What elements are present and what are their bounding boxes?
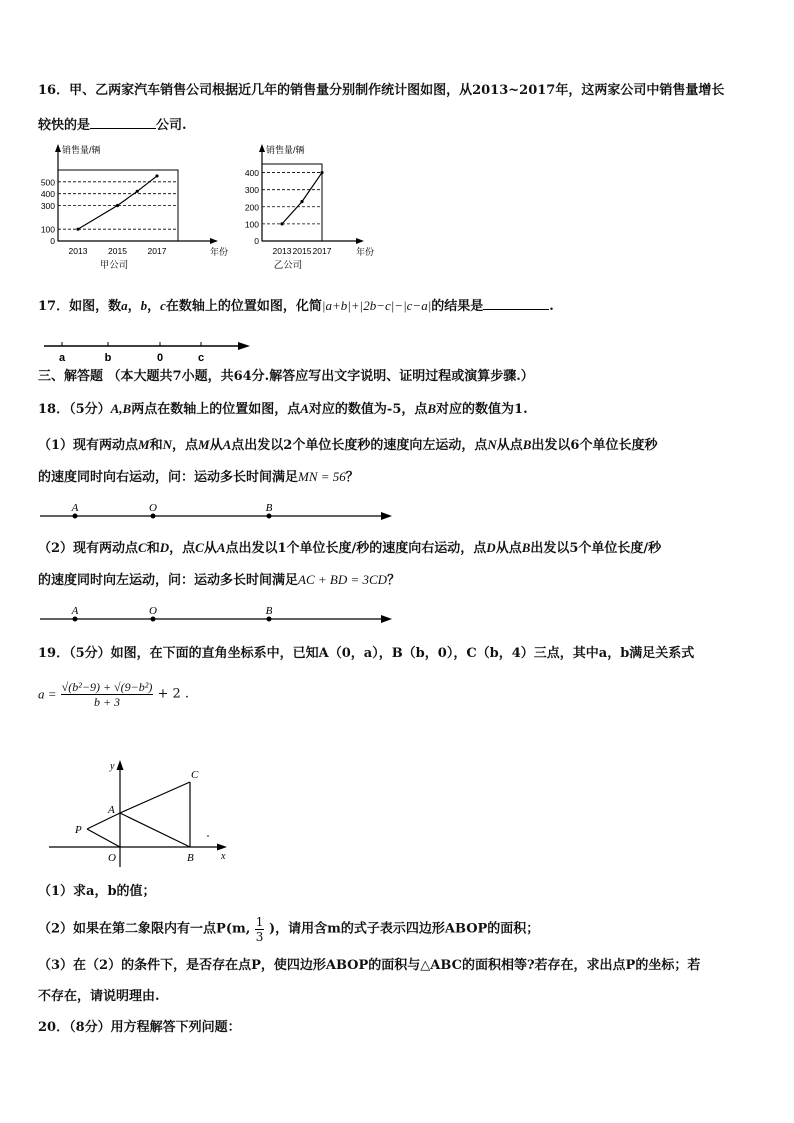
data-point	[116, 204, 119, 207]
data-point	[300, 200, 303, 203]
var-D: D	[486, 540, 496, 555]
formula-denominator: b + 3	[93, 695, 121, 709]
q16-line1: 16．甲、乙两家汽车销售公司根据近几年的销售量分别制作统计图如图，从2013~2017年，这两家公司中销售量增长	[38, 83, 725, 98]
y-axis-title: 销售量/辆	[266, 145, 305, 155]
y-tick-label: 0	[254, 236, 259, 246]
answer-blank	[90, 116, 156, 129]
text: )，请用含m的式子表示四边形ABOP的面积；	[268, 921, 540, 937]
x-tick-label: 2013	[68, 246, 88, 256]
answer-blank	[483, 297, 549, 310]
y-tick-label: 500	[40, 177, 55, 188]
text: ，点	[169, 541, 196, 556]
text: 和	[146, 541, 160, 556]
q17-line	[38, 297, 554, 316]
x-axis-title: 年份	[210, 247, 229, 257]
var-N: N	[162, 437, 173, 452]
text: ？	[345, 470, 359, 485]
var-M: M	[198, 437, 210, 452]
q19-coordinate-figure	[45, 755, 235, 870]
abs-expression: |a+b|+|2b−c|−|c−a|	[321, 298, 432, 313]
label-P: P	[75, 824, 82, 836]
chart-jia-company	[30, 140, 229, 280]
q18-part1-line1	[38, 436, 657, 455]
text: （2）如果在第二象限内有一点P(m,	[38, 921, 251, 937]
axis-label-c: c	[197, 352, 205, 364]
q16-line2-post: 公司.	[156, 118, 187, 133]
text: （2）现有两动点	[38, 541, 139, 556]
x-tick-label: 2013	[272, 246, 292, 256]
denominator: 3	[255, 930, 264, 944]
var-M: M	[138, 437, 150, 452]
y-tick-label: 0	[50, 236, 55, 246]
q16-line2	[38, 116, 187, 135]
axis-label-b: b	[104, 352, 112, 364]
text: 的速度同时向右运动，问：运动多长时间满足	[38, 470, 299, 485]
axis-label-a: a	[58, 352, 66, 364]
data-point	[280, 222, 283, 225]
chart-yi-company	[240, 140, 390, 280]
q17-number-line	[40, 338, 255, 366]
y-tick-label: 200	[244, 202, 259, 213]
var-A: A	[222, 437, 232, 452]
x-axis-title: 年份	[356, 247, 375, 257]
data-point	[320, 171, 323, 174]
x-axis-arrow	[356, 238, 364, 244]
chart-title: 乙公司	[273, 260, 303, 271]
y-axis-arrow	[55, 144, 61, 152]
text: 从	[209, 438, 223, 453]
var-ab: A,B	[110, 401, 132, 416]
text: 对应的数值为1.	[436, 402, 528, 417]
label-C: C	[191, 769, 199, 781]
data-point	[76, 228, 79, 231]
q17-text-post: 的结果是	[431, 299, 484, 314]
label-A: A	[71, 605, 79, 617]
text: （1）现有两动点	[38, 438, 139, 453]
text: 点出发以1个单位长度/秒的速度向右运动，点	[225, 541, 487, 556]
period: .	[549, 299, 554, 314]
plot-frame	[262, 164, 322, 241]
chart-title: 甲公司	[99, 260, 129, 271]
data-point	[136, 190, 139, 193]
text: 对应的数值为-5，点	[308, 402, 428, 417]
x-tick-label: 2017	[312, 246, 332, 256]
label-x: x	[221, 851, 226, 862]
numerator: 1	[255, 915, 264, 929]
var-B: B	[427, 401, 437, 416]
var-B: B	[521, 540, 531, 555]
q20-head: 20．（8分）用方程解答下列问题：	[38, 1020, 241, 1035]
label-A: A	[71, 502, 79, 514]
q18-part2-line2	[38, 571, 400, 590]
sep: ，	[147, 299, 161, 314]
q19-part1: （1）求a，b的值；	[38, 884, 156, 899]
data-point	[155, 174, 158, 177]
label-B: B	[265, 605, 273, 617]
x-tick-label: 2015	[108, 246, 127, 256]
text: 两点在数轴上的位置如图，点	[131, 402, 301, 417]
q19-part3-line1: （3）在（2）的条件下，是否存在点P，使四边形ABOP的面积与△ABC的面积相等?若存在，求出点P的坐标；若	[38, 958, 701, 973]
formula-fraction	[61, 680, 154, 709]
y-tick-label: 300	[244, 185, 259, 196]
text: 出发以6个单位长度秒	[531, 438, 658, 453]
equation-mn: MN = 56	[298, 469, 346, 484]
q18-number: 18．（5分）	[38, 402, 111, 417]
text: 和	[149, 438, 163, 453]
y-tick-label: 400	[244, 168, 259, 179]
q19-part3-line2: 不存在，请说明理由.	[38, 989, 160, 1004]
q18-part1-line2	[38, 468, 359, 487]
y-tick-label: 100	[40, 224, 55, 235]
equation-ac-bd: AC + BD = 3CD	[298, 572, 388, 587]
label-O: O	[149, 605, 157, 617]
label-B: B	[265, 502, 273, 514]
q17-text-mid: 在数轴上的位置如图，化简	[165, 299, 322, 314]
axis-label-0: 0	[156, 352, 164, 364]
q18-number-line-2	[38, 603, 398, 627]
formula-tail: + 2 .	[157, 686, 190, 702]
sep: ，	[127, 299, 141, 314]
var-c: c	[160, 298, 166, 313]
q19-part2	[38, 915, 539, 944]
text: 点出发以2个单位长度秒的速度向左运动，点	[231, 438, 488, 453]
formula-numerator: √(b²−9) + √(9−b²)	[61, 680, 153, 694]
var-a: a	[121, 298, 128, 313]
var-N: N	[487, 437, 497, 452]
var-C: C	[195, 540, 204, 555]
y-axis-title: 销售量/辆	[62, 145, 101, 155]
y-tick-label: 300	[40, 201, 55, 211]
formula-lhs: a =	[38, 686, 57, 702]
q19-head: 19．（5分）如图，在下面的直角坐标系中，已知A（0，a），B（b，0），C（b，4）三点，其中a，b满足关系式	[38, 646, 695, 661]
text: ，点	[172, 438, 199, 453]
var-C: C	[138, 540, 147, 555]
text: 从	[203, 541, 217, 556]
text: 从点	[495, 541, 522, 556]
y-axis-arrow	[259, 144, 265, 152]
text: 出发以5个单位长度/秒	[530, 541, 662, 556]
label-O: O	[108, 852, 116, 864]
q16-line2-pre: 较快的是	[38, 118, 91, 133]
label-B: B	[187, 852, 194, 864]
var-A: A	[216, 540, 226, 555]
q17-text-pre: 17．如图，数	[38, 299, 122, 314]
series-line	[282, 173, 322, 224]
text: 的速度同时向左运动，问：运动多长时间满足	[38, 573, 299, 588]
section-3-heading: 三、解答题 （本大题共7小题，共64分.解答应写出文字说明、证明过程或演算步骤.）	[38, 369, 534, 384]
series-line	[78, 176, 157, 229]
text: ？	[387, 573, 401, 588]
text: 从点	[496, 438, 523, 453]
fraction-one-third	[255, 915, 265, 944]
var-B: B	[522, 437, 532, 452]
label-O: O	[149, 502, 157, 514]
label-A: A	[108, 804, 115, 816]
x-axis-arrow	[210, 238, 218, 244]
x-tick-label: 2017	[147, 246, 167, 256]
var-A: A	[300, 401, 309, 416]
q18-number-line-1	[38, 500, 398, 524]
x-tick-label: 2015	[292, 246, 312, 256]
y-tick-label: 100	[244, 219, 259, 230]
q18-part2-line1	[38, 539, 661, 558]
q18-head	[38, 400, 528, 419]
label-y: y	[110, 761, 115, 772]
var-b: b	[140, 298, 148, 313]
var-D: D	[159, 540, 170, 555]
q19-formula	[38, 680, 189, 709]
y-tick-label: 400	[40, 189, 55, 200]
